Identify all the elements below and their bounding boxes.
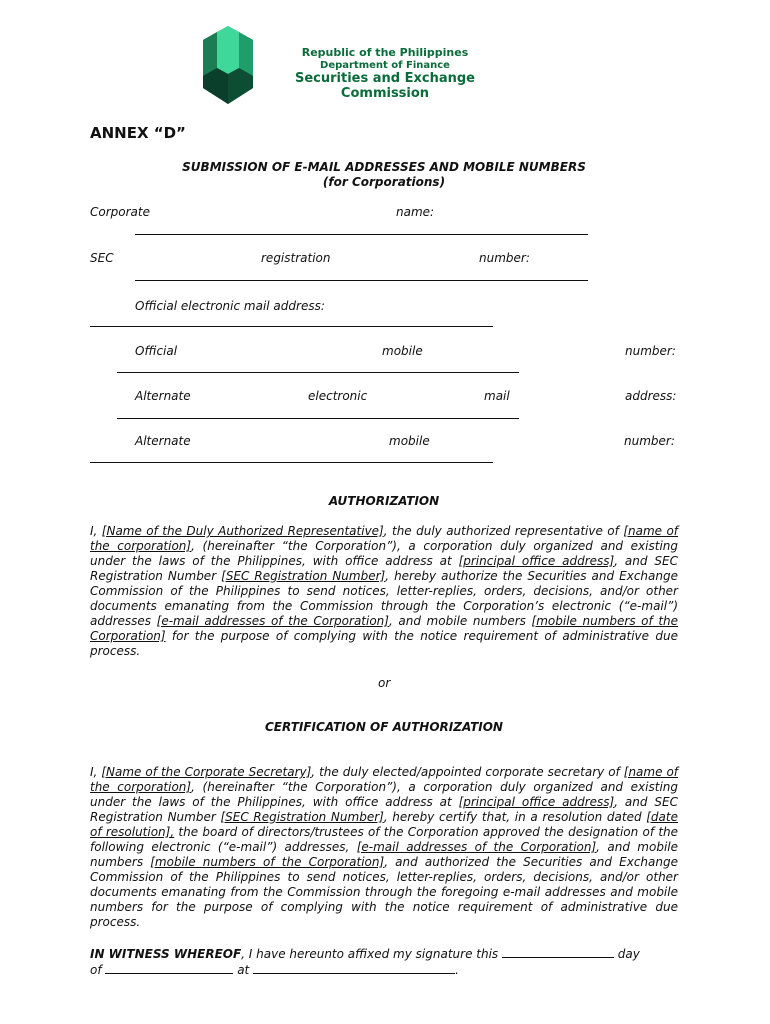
resolution-date-placeholder[interactable]: [date of resolution], [90,810,678,839]
alternate-mobile-line[interactable] [90,462,493,463]
representative-placeholder[interactable]: [Name of the Duly Authorized Representative] [101,524,384,538]
cert-registration-placeholder[interactable]: [SEC Registration Number] [220,810,384,824]
authorization-paragraph: I, [Name of the Duly Authorized Representative], the duly authorized representative of [name of the corporation], (hereinafter “the Corporation”), a corporation duly organized and existing under the laws of the Philippines, with office address at [principal office address], and SEC Registration Number [SEC Registration Number], hereby authorize the Securities and Exchange Commission of the Philippines to send notices, letter-replies, orders, decisions, and/or other documents emanating from the Commission through the Corporation’s electronic (“e-mail”) addresses [e-mail addresses of the Corporation], and mobile numbers [mobile numbers of the Corporation] for the purpose of complying with the notice requirement of administrative due process. [90,524,679,658]
alternate-mobile-label: Alternate [135,434,191,448]
certification-heading: CERTIFICATION OF AUTHORIZATION [265,720,503,734]
header-commission: Securities and Exchange Commission [295,71,475,101]
alternate-label: Alternate [135,389,191,403]
header-department: Department of Finance [320,60,450,71]
annex-label: ANNEX “D” [90,124,186,142]
electronic-label: electronic [308,389,368,403]
corporation-placeholder[interactable]: [name of the corporation] [90,524,679,553]
address-placeholder[interactable]: [principal office address] [458,554,615,568]
mail-label: mail [484,389,510,403]
address-label: address: [625,389,677,403]
corporate-name-line[interactable] [135,234,588,235]
alt-mobile-number-label: number: [624,434,675,448]
cert-address-placeholder[interactable]: [principal office address] [458,795,615,809]
registration-placeholder[interactable]: [SEC Registration Number] [221,569,386,583]
official-mobile-line[interactable] [117,372,519,373]
certification-paragraph: I, [Name of the Corporate Secretary], the duly elected/appointed corporate secretary of [name of the corporation], (hereinafter “the Corporation”), a corporation duly organized and existing under the laws of the Philippines, with office address at [principal office address], and SEC Registration Number [SEC Registration Number], hereby certify that, in a resolution dated [date of resolution], the board of directors/trustees of the Corporation approved the designation of the following electronic (“e-mail”) addresses, [e-mail addresses of the Corporation], and mobile numbers [mobile numbers of the Corporation], and authorized the Securities and Exchange Commission of the Philippines to send notices, letter-replies, orders, decisions, and/or other documents emanating from the Commission through the foregoing e-mail addresses and mobile numbers for the purpose of complying with the notice requirement of administrative due process. [90,765,679,929]
registration-label: registration [261,251,331,265]
mobile-number-label: number: [625,344,676,358]
cert-email-placeholder[interactable]: [e-mail addresses of the Corporation] [356,840,597,854]
alt-mobile-label: mobile [389,434,430,448]
header-republic: Republic of the Philippines [301,46,469,59]
corporate-label: Corporate [90,205,150,219]
sec-label: SEC [90,251,114,265]
cert-corporation-placeholder[interactable]: [name of the corporation] [90,765,679,794]
mobile-placeholder[interactable]: [mobile numbers of the Corporation] [90,614,679,643]
form-subtitle: (for Corporations) [322,175,446,189]
place-blank[interactable] [253,962,455,974]
authorization-heading: AUTHORIZATION [328,494,440,508]
form-title: SUBMISSION OF E-MAIL ADDRESSES AND MOBILE NUMBERS [182,160,586,174]
corporate-name-label: name: [396,205,435,219]
secretary-placeholder[interactable]: [Name of the Corporate Secretary] [101,765,312,779]
cert-mobile-placeholder[interactable]: [mobile numbers of the Corporation] [150,855,385,869]
month-blank[interactable] [105,962,233,974]
or-separator: or [378,676,391,690]
official-label: Official [135,344,178,358]
day-blank[interactable] [502,946,614,958]
official-email-line[interactable] [90,326,493,327]
witness-bold: IN WITNESS WHEREOF [90,947,242,961]
alternate-email-line[interactable] [117,418,519,419]
sec-registration-line[interactable] [135,280,588,281]
mobile-label: mobile [382,344,423,358]
official-email-label: Official electronic mail address: [135,299,325,313]
email-placeholder[interactable]: [e-mail addresses of the Corporation] [156,614,389,628]
sec-logo [203,26,253,104]
witness-clause: IN WITNESS WHEREOF, I have hereunto affixed my signature this day of at . [90,947,640,977]
number-label: number: [479,251,530,265]
